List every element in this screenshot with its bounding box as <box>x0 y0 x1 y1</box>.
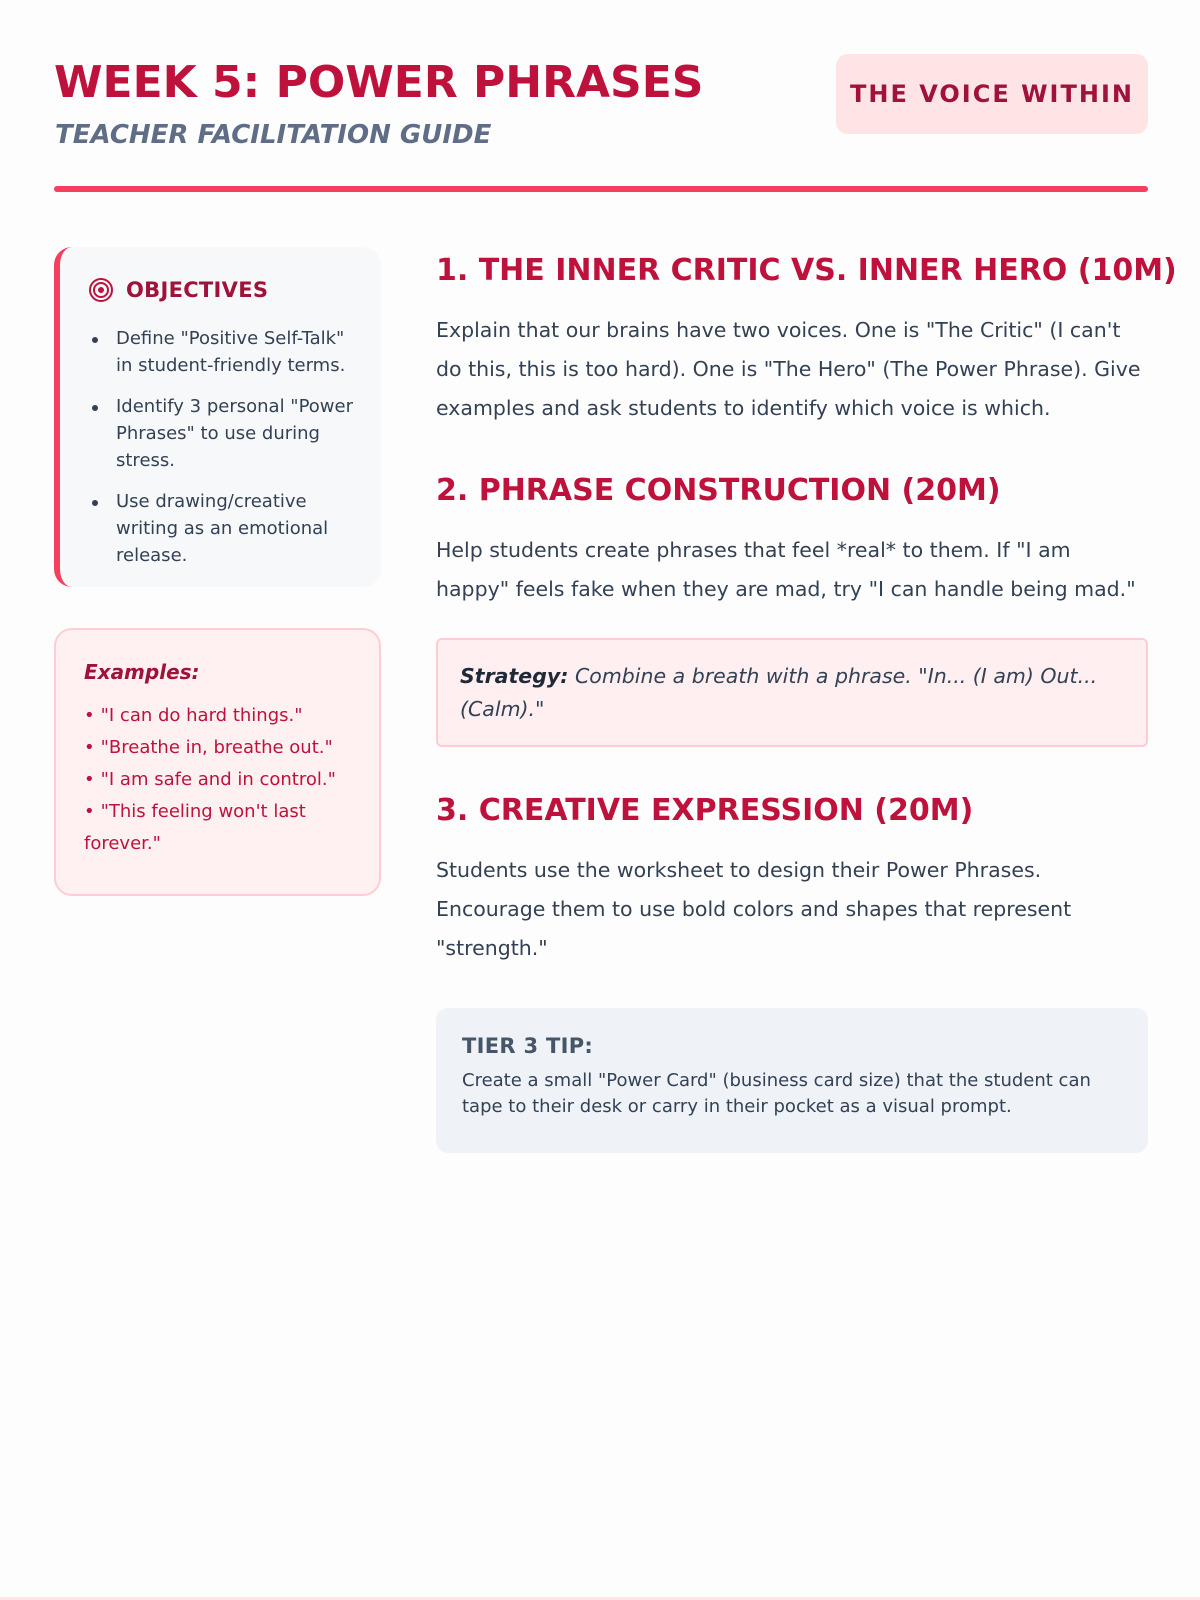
example-item <box>84 796 359 860</box>
strategy-label: Strategy: <box>460 664 569 688</box>
guide-page <box>54 0 1177 1600</box>
examples-title: Examples: <box>84 660 200 684</box>
bullet-dot: • <box>84 705 95 726</box>
page-title: WEEK 5: POWER PHRASES <box>54 57 704 108</box>
objectives-list <box>88 325 361 569</box>
section-body-inner-critic: Explain that our brains have two voices. One is "The Critic" (I can't do this, this is too hard). One is "The Hero" (The Power Phrase). Give examples and ask students to identify which voice is which. <box>436 318 1141 420</box>
example-item <box>84 700 359 732</box>
objectives-title: OBJECTIVES <box>126 278 269 302</box>
examples-card <box>54 628 381 896</box>
page-subtitle: TEACHER FACILITATION GUIDE <box>55 120 492 150</box>
target-icon <box>88 277 114 303</box>
page-header <box>54 52 1148 192</box>
objective-item: Use drawing/creative writing as an emotional release. <box>88 488 361 569</box>
bullet-dot: • <box>84 737 95 758</box>
section-title-inner-critic: 1. THE INNER CRITIC VS. INNER HERO (10M) <box>436 253 1177 288</box>
section-title-phrase-construction: 2. PHRASE CONSTRUCTION (20M) <box>436 473 1001 508</box>
example-item <box>84 732 359 764</box>
tier-3-tip-card <box>436 1008 1148 1153</box>
strategy-callout <box>436 638 1148 747</box>
examples-list <box>84 700 359 860</box>
bullet-dot: • <box>84 801 95 822</box>
example-text: "Breathe in, breathe out." <box>100 737 333 758</box>
example-item <box>84 764 359 796</box>
objective-item: Define "Positive Self-Talk" in student-friendly terms. <box>88 325 361 379</box>
example-text: "I am safe and in control." <box>100 769 336 790</box>
section-title-creative-expression: 3. CREATIVE EXPRESSION (20M) <box>436 793 974 828</box>
example-text: "I can do hard things." <box>100 705 303 726</box>
bullet-dot: • <box>84 769 95 790</box>
series-badge: THE VOICE WITHIN <box>836 54 1148 134</box>
tier-tip-body: Create a small "Power Card" (business card size) that the student can tape to their desk or carry in their pocket as a visual prompt. <box>462 1070 1091 1117</box>
strategy-text: Combine a breath with a phrase. "In... (I am) Out... (Calm)." <box>460 664 1098 721</box>
section-body-phrase-construction: Help students create phrases that feel *real* to them. If "I am happy" feels fake when they are mad, try "I can handle being mad." <box>436 538 1136 601</box>
tier-tip-title: TIER 3 TIP: <box>462 1034 594 1058</box>
header-divider <box>54 186 1148 192</box>
objectives-header <box>88 277 361 303</box>
objectives-card <box>54 247 381 587</box>
section-body-creative-expression: Students use the worksheet to design their Power Phrases. Encourage them to use bold colors and shapes that represent "strength." <box>436 858 1072 960</box>
example-text: "This feeling won't last forever." <box>84 801 306 854</box>
objective-item: Identify 3 personal "Power Phrases" to use during stress. <box>88 393 361 474</box>
